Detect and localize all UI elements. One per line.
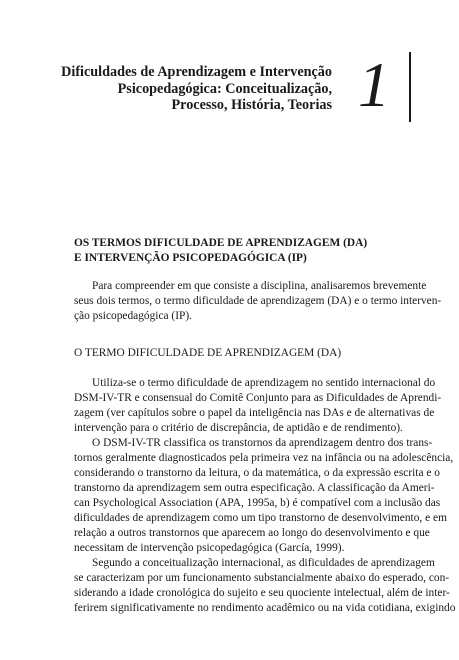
paragraph-line: siderando a idade cronológica do sujeito e seu quociente intelectual, além de inter- [74,587,450,599]
paragraph-line: se caracterizam por um funcionamento substancialmente abaixo do esperado, con- [74,572,450,584]
paragraph-line: O DSM-IV-TR classifica os transtornos da aprendizagem dentro dos trans- [92,437,433,449]
paragraph-line: Para compreender em que consiste a disciplina, analisaremos brevemente [92,280,427,292]
paragraph-line: DSM-IV-TR e consensual do Comitê Conjunto para as Dificuldades de Aprendi- [74,392,442,404]
chapter-title-line: Processo, História, Teorias [171,97,332,114]
paragraph-line: ção psicopedagógica (IP). [74,310,192,322]
paragraph-line: considerando o transtorno da leitura, o da matemática, o da expressão escrita e o [74,467,440,479]
section-heading-line: E INTERVENÇÃO PSICOPEDAGÓGICA (IP) [74,252,307,264]
paragraph-line: can Psychological Association (APA, 1995a, b) é compatível com a inclusão das [74,497,441,509]
paragraph-line: tornos geralmente diagnosticados pela primeira vez na infância ou na adolescência, [74,452,454,464]
chapter-title-line: Psicopedagógica: Conceitualização, [117,80,332,97]
paragraph-line: relação a outros transtornos que aparecem ao longo do desenvolvimento e que [74,527,430,539]
paragraph-line: necessitam de intervenção psicopedagógica (García, 1999). [74,542,345,554]
paragraph-line: ferirem significativamente no rendimento acadêmico ou na vida cotidiana, exigindo [74,602,456,614]
paragraph-line: intervenção para o critério de discrepância, de aptidão e de rendimento). [74,422,403,434]
chapter-number: 1 [358,49,390,120]
paragraph-line: Segundo a conceitualização internacional, as dificuldades de aprendizagem [92,557,435,569]
chapter-header [0,0,459,140]
paragraph-line: zagem (ver capítulos sobre o papel da inteligência nas DAs e de alternativas de [74,407,435,419]
paragraph-line: seus dois termos, o termo dificuldade de aprendizagem (DA) e o termo interven- [74,295,442,307]
paragraph-line: transtorno da aprendizagem sem outra especificação. A classificação da Ameri- [74,482,435,494]
body-paragraph [74,376,442,436]
subsection-heading: O TERMO DIFICULDADE DE APRENDIZAGEM (DA) [74,347,342,359]
intro-paragraph [74,279,442,324]
body-paragraph [74,436,454,556]
body-paragraph [74,556,456,616]
section-heading [74,236,410,266]
paragraph-line: Utiliza-se o termo dificuldade de aprendizagem no sentido internacional do [92,377,436,389]
section-heading-line: OS TERMOS DIFICULDADE DE APRENDIZAGEM (DA) [74,237,368,249]
paragraph-line: dificuldades de aprendizagem como um tipo transtorno de desenvolvimento, e em [74,512,447,524]
chapter-title [32,64,332,114]
chapter-divider [409,52,411,122]
chapter-title-line: Dificuldades de Aprendizagem e Intervenção [61,64,332,80]
